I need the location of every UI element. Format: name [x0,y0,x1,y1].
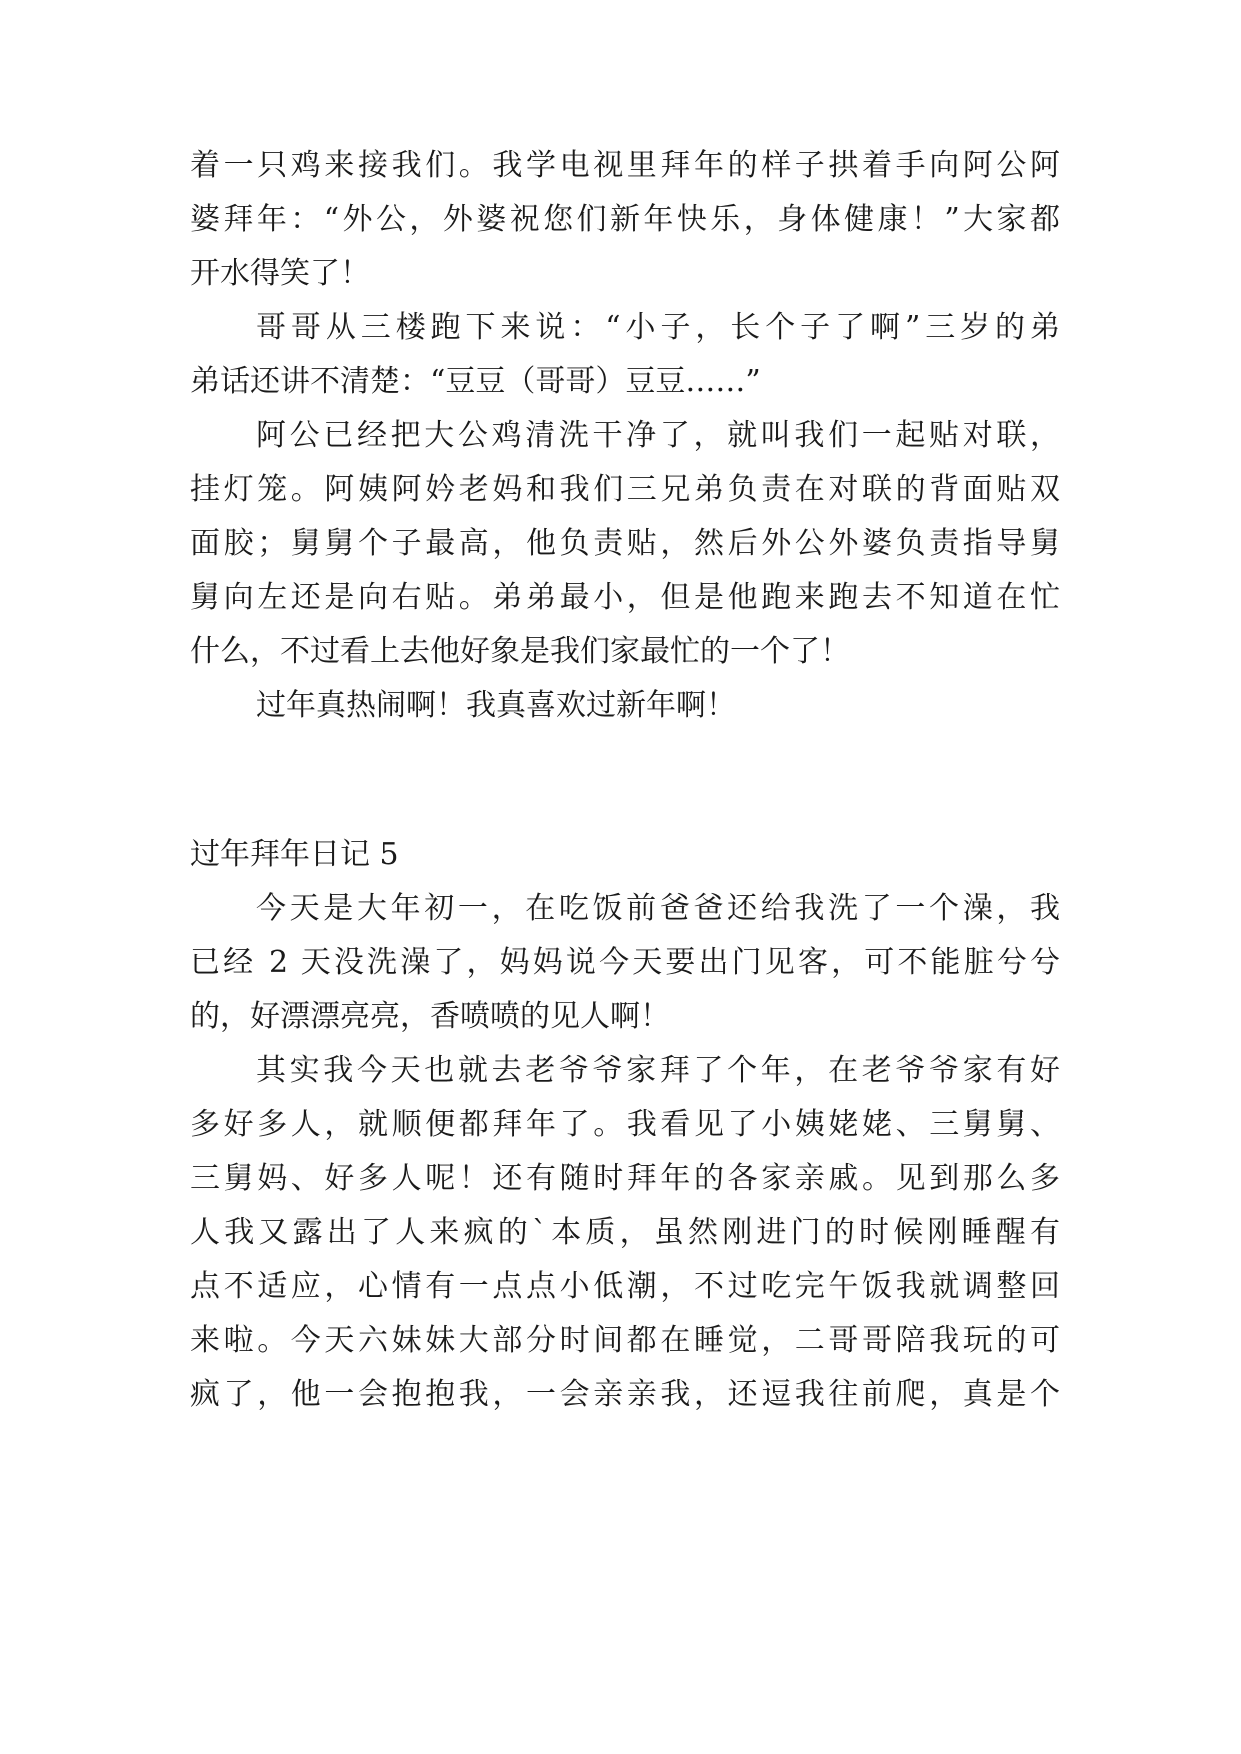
section-heading: 过年拜年日记 5 [190,837,399,872]
text-line: 开水得笑了！ [190,256,370,291]
text-line: 什么，不过看上去他好象是我们家最忙的一个了！ [190,634,850,669]
text-line: 的，好漂漂亮亮，香喷喷的见人啊！ [190,999,670,1034]
text-line: 过年真热闹啊！我真喜欢过新年啊！ [256,688,736,723]
text-line: 其实我今天也就去老爷爷家拜了个年，在老爷爷家有好 [256,1053,1060,1088]
text-line: 舅向左还是向右贴。弟弟最小，但是他跑来跑去不知道在忙 [190,580,1060,615]
text-line: 点不适应，心情有一点点小低潮，不过吃完午饭我就调整回 [190,1269,1060,1304]
text-line: 弟话还讲不清楚：“豆豆（哥哥）豆豆……” [190,364,761,399]
text-line: 人我又露出了人来疯的`本质，虽然刚进门的时候刚睡醒有 [190,1215,1060,1250]
text-line: 已经 2 天没洗澡了，妈妈说今天要出门见客，可不能脏兮兮 [190,945,1060,980]
text-line: 来啦。今天六妹妹大部分时间都在睡觉，二哥哥陪我玩的可 [190,1323,1060,1358]
text-line: 三舅妈、好多人呢！还有随时拜年的各家亲戚。见到那么多 [190,1161,1060,1196]
text-line: 着一只鸡来接我们。我学电视里拜年的样子拱着手向阿公阿 [190,148,1060,183]
text-line: 哥哥从三楼跑下来说：“小子，长个子了啊”三岁的弟 [256,310,1060,345]
text-line: 今天是大年初一，在吃饭前爸爸还给我洗了一个澡，我 [256,891,1060,926]
text-line: 面胶；舅舅个子最高，他负责贴，然后外公外婆负责指导舅 [190,526,1060,561]
text-line: 挂灯笼。阿姨阿妗老妈和我们三兄弟负责在对联的背面贴双 [190,472,1060,507]
text-line: 阿公已经把大公鸡清洗干净了，就叫我们一起贴对联， [256,418,1060,453]
text-line: 疯了，他一会抱抱我，一会亲亲我，还逗我往前爬，真是个 [190,1377,1060,1412]
text-line: 婆拜年：“外公，外婆祝您们新年快乐，身体健康！”大家都 [190,202,1060,237]
text-line: 多好多人，就顺便都拜年了。我看见了小姨姥姥、三舅舅、 [190,1107,1060,1142]
